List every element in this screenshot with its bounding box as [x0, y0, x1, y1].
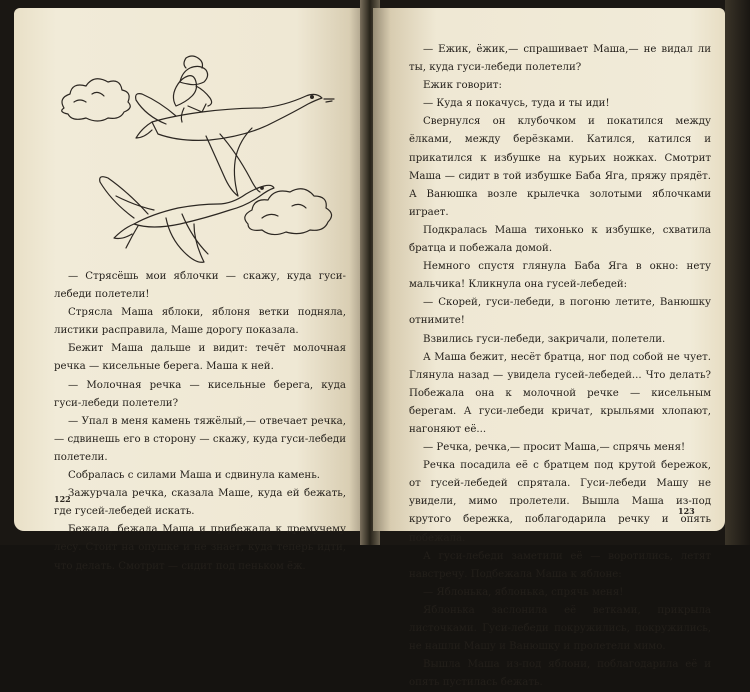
paragraph: Стрясла Маша яблоки, яблоня ветки подняла, листики расправила, Маше дорогу показала.	[54, 307, 346, 337]
paragraph: Зажурчала речка, сказала Маше, куда ей бежать, где гусей-лебедей искать.	[54, 488, 346, 518]
page-number: 123	[678, 506, 695, 516]
paragraph: — Яблонька, яблонька, спрячь меня!	[423, 586, 624, 598]
paragraph: Ежик говорит:	[423, 80, 502, 92]
paragraph: — Стрясёшь мои яблочки — скажу, куда гуси-лебеди полетели!	[54, 271, 346, 301]
paragraph: Вышла Маша из-под яблони, поблагодарила её и опять пустилась бежать.	[409, 659, 711, 689]
paragraph: Взвились гуси-лебеди, закричали, полетели.	[423, 333, 666, 345]
paragraph: — Ежик, ёжик,— спрашивает Маша,— не видал ли ты, куда гуси-лебеди полетели?	[409, 44, 711, 74]
paragraph: Свернулся он клубочком и покатился между ёлками, между берёзками. Катился, катился и прикатился к избушке на курьих ножках. Смотрит Маша — сидит в той избушке Баба Яга, пряжу прядёт. А Ванюшка возле крылечка золотыми яблочками играет.	[409, 116, 711, 218]
left-page-text	[54, 268, 346, 576]
right-page-text	[409, 41, 711, 692]
paragraph: Яблонька заслонила её ветками, прикрыла листочками. Гуси-лебеди покружились, покружились, не нашли Машу и Ванюшку и пролетели мимо.	[409, 604, 711, 653]
paragraph: Немного спустя глянула Баба Яга в окно: нету мальчика! Кликнула она гусей-лебедей:	[409, 261, 711, 291]
paragraph: Подкралась Маша тихонько к избушке, схватила братца и побежала домой.	[409, 224, 711, 255]
paragraph: Речка посадила её с братцем под крутой бережок, от гусей-лебедей спрятала. Гуси-лебеди Машу не увидели, мимо пролетели. Вышла Маша из-под крутого бережка, поблагодарила речку и опять побежала.	[409, 460, 711, 544]
left-page	[14, 8, 367, 572]
paragraph: А гуси-лебеди заметили её — воротились, летят навстречу. Подбежала Маша к яблоне:	[409, 550, 711, 580]
paragraph: Бежала, бежала Маша и прибежала к дремучему лесу. Стоит на опушке и не знает, куда теперь идти, что делать. Смотрит — сидит под пеньком ёж.	[54, 524, 346, 572]
paragraph: Собралась с силами Маша и сдвинула камень.	[68, 470, 320, 482]
page-number: 122	[54, 494, 71, 504]
paragraph: Бежит Маша дальше и видит: течёт молочная речка — кисельные берега. Маша к ней.	[54, 343, 346, 373]
paragraph: А Маша бежит, несёт братца, ног под собой не чует. Глянула назад — увидела гусей-лебедей... Что делать? Побежала она к молочной речке — кисельным берегам. А гуси-лебеди кричат, крыльями хлопают, нагоняют её...	[409, 351, 711, 435]
paragraph: — Речка, речка,— просит Маша,— спрячь меня!	[423, 442, 686, 454]
geese-swans-illustration	[56, 46, 366, 268]
book-cover-edge	[725, 0, 750, 545]
paragraph: — Молочная речка — кисельные берега, куда гуси-лебеди полетели?	[54, 379, 346, 409]
paragraph: — Скорей, гуси-лебеди, в погоню летите, Ванюшку отнимите!	[409, 297, 711, 327]
right-page	[373, 8, 725, 689]
paragraph: — Куда я покачусь, туда и ты иди!	[423, 98, 610, 110]
paragraph: — Упал в меня камень тяжёлый,— отвечает речка,— сдвинешь его в сторону — скажу, куда гуси-лебеди полетели.	[54, 415, 346, 463]
